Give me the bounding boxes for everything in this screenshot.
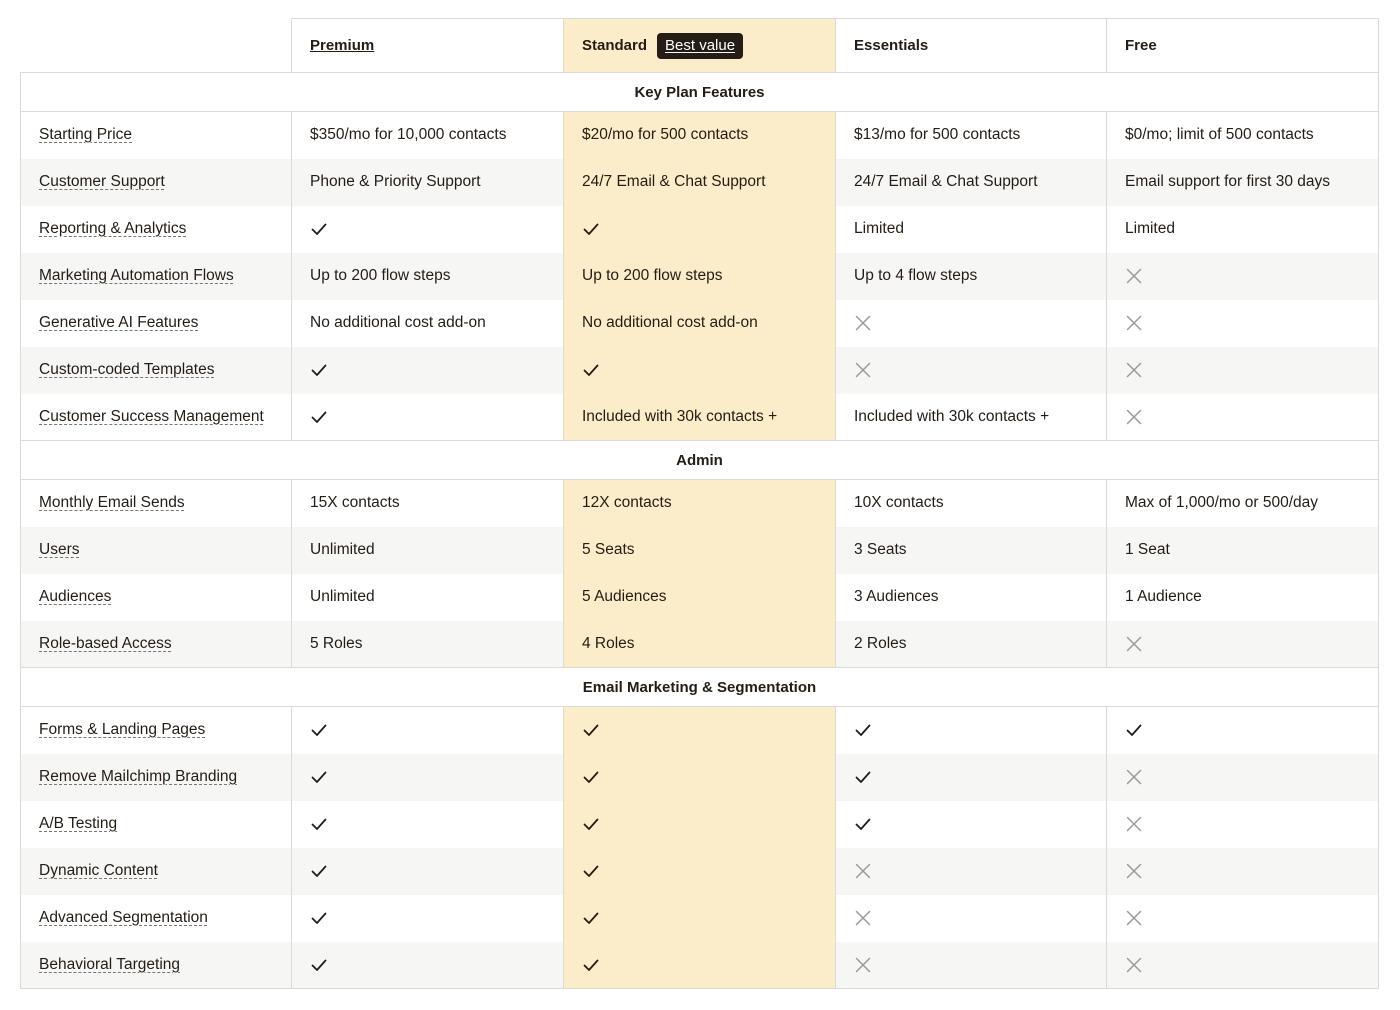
plan-value-text: Up to 200 flow steps bbox=[310, 267, 451, 284]
feature-cell bbox=[21, 394, 292, 441]
plan-value-text: No additional cost add-on bbox=[582, 314, 758, 331]
check-icon bbox=[582, 862, 600, 880]
check-icon bbox=[854, 815, 872, 833]
plan-value-cell bbox=[1107, 480, 1379, 527]
header-corner bbox=[21, 19, 292, 73]
feature-label-tooltip-trigger[interactable]: Generative AI Features bbox=[39, 314, 199, 331]
plan-value-cell bbox=[836, 394, 1107, 441]
plan-value-cell bbox=[564, 754, 836, 801]
cross-icon bbox=[1125, 314, 1143, 332]
plan-value-text: Unlimited bbox=[310, 588, 375, 605]
feature-label-tooltip-trigger[interactable]: Behavioral Targeting bbox=[39, 955, 181, 973]
feature-label-tooltip-trigger[interactable]: Customer Support bbox=[39, 173, 165, 190]
plan-value-text: $350/mo for 10,000 contacts bbox=[310, 126, 507, 144]
check-icon bbox=[582, 721, 600, 739]
cross-icon bbox=[854, 909, 872, 927]
plan-value-cell bbox=[1107, 754, 1379, 801]
feature-cell bbox=[21, 206, 292, 253]
feature-label-tooltip-trigger[interactable]: Audiences bbox=[39, 588, 112, 605]
plan-value-cell bbox=[564, 206, 836, 253]
check-icon bbox=[582, 361, 600, 379]
plan-value-text: Up to 200 flow steps bbox=[582, 267, 723, 284]
plan-value-cell bbox=[292, 801, 564, 848]
plan-value-text: Unlimited bbox=[310, 541, 375, 558]
feature-label-tooltip-trigger[interactable]: Role-based Access bbox=[39, 634, 172, 652]
cross-icon bbox=[854, 862, 872, 880]
plan-value-cell bbox=[564, 394, 836, 441]
feature-cell bbox=[21, 895, 292, 942]
plan-value-cell bbox=[292, 394, 564, 441]
plan-value-cell bbox=[564, 480, 836, 527]
feature-cell bbox=[21, 112, 292, 159]
feature-label-tooltip-trigger[interactable]: Monthly Email Sends bbox=[39, 494, 185, 512]
plan-value-cell bbox=[292, 206, 564, 253]
plan-value-text: Max of 1,000/mo or 500/day bbox=[1125, 494, 1319, 512]
feature-cell bbox=[21, 159, 292, 206]
plan-name[interactable]: Premium bbox=[310, 37, 375, 54]
plan-value-cell bbox=[1107, 848, 1379, 895]
plan-value-cell bbox=[564, 848, 836, 895]
cross-icon bbox=[1125, 768, 1143, 786]
plan-value-cell bbox=[564, 112, 836, 159]
plan-value-cell bbox=[836, 253, 1107, 300]
plan-value-text: $0/mo; limit of 500 contacts bbox=[1125, 126, 1314, 144]
cross-icon bbox=[1125, 267, 1143, 285]
feature-label-tooltip-trigger[interactable]: Marketing Automation Flows bbox=[39, 267, 234, 284]
plan-value-cell bbox=[292, 159, 564, 206]
check-icon bbox=[310, 956, 328, 974]
plan-value-cell bbox=[836, 527, 1107, 574]
plan-value-text: 5 Seats bbox=[582, 541, 635, 558]
plan-value-text: 3 Audiences bbox=[854, 588, 939, 605]
plan-value-cell bbox=[836, 300, 1107, 347]
plan-value-cell bbox=[292, 253, 564, 300]
feature-cell bbox=[21, 707, 292, 754]
feature-cell bbox=[21, 300, 292, 347]
plan-value-text: 3 Seats bbox=[854, 541, 907, 558]
feature-label-tooltip-trigger[interactable]: Customer Success Management bbox=[39, 407, 264, 425]
plan-name: Free bbox=[1125, 37, 1157, 54]
cross-icon bbox=[854, 956, 872, 974]
table-row bbox=[21, 574, 1379, 621]
section-title: Admin bbox=[21, 441, 1379, 480]
plan-name: Standard bbox=[582, 36, 648, 54]
plan-value-cell bbox=[1107, 300, 1379, 347]
plan-value-text: 24/7 Email & Chat Support bbox=[582, 173, 766, 190]
feature-label-tooltip-trigger[interactable]: Forms & Landing Pages bbox=[39, 721, 206, 739]
plan-value-text: 1 Audience bbox=[1125, 588, 1202, 605]
feature-label-tooltip-trigger[interactable]: Starting Price bbox=[39, 126, 133, 144]
table-row bbox=[21, 754, 1379, 801]
table-row bbox=[21, 942, 1379, 989]
plan-value-text: 1 Seat bbox=[1125, 541, 1170, 558]
plan-value-cell bbox=[292, 895, 564, 942]
plan-value-cell bbox=[836, 112, 1107, 159]
feature-label-tooltip-trigger[interactable]: Dynamic Content bbox=[39, 862, 158, 879]
cross-icon bbox=[1125, 635, 1143, 653]
plan-value-cell bbox=[836, 621, 1107, 668]
plan-value-cell bbox=[564, 300, 836, 347]
plan-value-text: 24/7 Email & Chat Support bbox=[854, 173, 1038, 190]
plan-value-cell bbox=[836, 159, 1107, 206]
plan-value-cell bbox=[1107, 621, 1379, 668]
check-icon bbox=[310, 909, 328, 927]
section-title: Key Plan Features bbox=[21, 73, 1379, 112]
feature-label-tooltip-trigger[interactable]: Custom-coded Templates bbox=[39, 361, 215, 378]
best-value-badge[interactable]: Best value bbox=[657, 33, 743, 59]
check-icon bbox=[310, 220, 328, 238]
feature-cell bbox=[21, 253, 292, 300]
feature-label-tooltip-trigger[interactable]: A/B Testing bbox=[39, 815, 118, 832]
cross-icon bbox=[1125, 862, 1143, 880]
table-row bbox=[21, 527, 1379, 574]
table-row bbox=[21, 801, 1379, 848]
plan-value-cell bbox=[564, 621, 836, 668]
feature-label-tooltip-trigger[interactable]: Remove Mailchimp Branding bbox=[39, 768, 238, 785]
plan-value-cell bbox=[1107, 253, 1379, 300]
table-row bbox=[21, 206, 1379, 253]
plan-value-cell bbox=[836, 895, 1107, 942]
plan-value-cell bbox=[1107, 942, 1379, 989]
plan-value-cell bbox=[292, 574, 564, 621]
check-icon bbox=[854, 768, 872, 786]
plan-value-cell bbox=[1107, 394, 1379, 441]
plan-value-cell bbox=[292, 112, 564, 159]
plan-value-cell bbox=[836, 347, 1107, 394]
check-icon bbox=[582, 909, 600, 927]
table-row bbox=[21, 707, 1379, 754]
plan-value-cell bbox=[292, 848, 564, 895]
feature-cell bbox=[21, 801, 292, 848]
plan-value-cell bbox=[1107, 707, 1379, 754]
plan-value-cell bbox=[564, 707, 836, 754]
section-header-row bbox=[21, 73, 1379, 112]
plan-value-cell bbox=[292, 527, 564, 574]
section-header-row bbox=[21, 668, 1379, 707]
plan-value-cell bbox=[564, 574, 836, 621]
plan-value-cell bbox=[564, 159, 836, 206]
plan-name: Essentials bbox=[854, 37, 929, 54]
plan-value-cell bbox=[1107, 574, 1379, 621]
plan-value-cell bbox=[292, 942, 564, 989]
plan-header-premium[interactable] bbox=[292, 19, 564, 73]
plan-value-cell bbox=[1107, 895, 1379, 942]
plan-value-text: Email support for first 30 days bbox=[1125, 173, 1331, 190]
plan-value-cell bbox=[836, 480, 1107, 527]
feature-cell bbox=[21, 480, 292, 527]
table-row bbox=[21, 848, 1379, 895]
feature-cell bbox=[21, 942, 292, 989]
check-icon bbox=[1125, 721, 1143, 739]
cross-icon bbox=[1125, 361, 1143, 379]
feature-label-tooltip-trigger[interactable]: Reporting & Analytics bbox=[39, 220, 187, 237]
plan-value-text: 10X contacts bbox=[854, 494, 944, 512]
plan-value-cell bbox=[564, 347, 836, 394]
plan-comparison-table bbox=[20, 18, 1379, 989]
check-icon bbox=[582, 768, 600, 786]
plan-value-text: Included with 30k contacts + bbox=[854, 407, 1050, 425]
check-icon bbox=[582, 815, 600, 833]
plan-value-text: 15X contacts bbox=[310, 494, 400, 512]
check-icon bbox=[310, 361, 328, 379]
plan-value-cell bbox=[836, 848, 1107, 895]
table-row bbox=[21, 253, 1379, 300]
cross-icon bbox=[1125, 956, 1143, 974]
plan-value-cell bbox=[1107, 801, 1379, 848]
check-icon bbox=[310, 768, 328, 786]
plan-value-cell bbox=[836, 942, 1107, 989]
plan-value-text: 2 Roles bbox=[854, 634, 907, 652]
plan-header-essentials bbox=[836, 19, 1107, 73]
table-row bbox=[21, 394, 1379, 441]
check-icon bbox=[582, 956, 600, 974]
plan-value-text: $13/mo for 500 contacts bbox=[854, 126, 1021, 144]
feature-cell bbox=[21, 754, 292, 801]
table-row bbox=[21, 621, 1379, 668]
feature-cell bbox=[21, 621, 292, 668]
plan-value-cell bbox=[292, 300, 564, 347]
plan-value-text: 5 Roles bbox=[310, 634, 363, 652]
plan-value-text: 4 Roles bbox=[582, 634, 635, 652]
check-icon bbox=[310, 408, 328, 426]
plan-value-text: No additional cost add-on bbox=[310, 314, 486, 331]
feature-label-tooltip-trigger[interactable]: Advanced Segmentation bbox=[39, 909, 208, 926]
feature-cell bbox=[21, 347, 292, 394]
plan-value-cell bbox=[836, 801, 1107, 848]
plan-value-text: Up to 4 flow steps bbox=[854, 267, 978, 284]
check-icon bbox=[310, 815, 328, 833]
feature-cell bbox=[21, 527, 292, 574]
plan-value-text: 5 Audiences bbox=[582, 588, 667, 605]
plan-header-row bbox=[21, 19, 1379, 73]
feature-label-tooltip-trigger[interactable]: Users bbox=[39, 541, 80, 558]
plan-value-cell bbox=[1107, 206, 1379, 253]
plan-value-text: Limited bbox=[854, 220, 904, 237]
plan-value-cell bbox=[1107, 527, 1379, 574]
plan-value-cell bbox=[292, 480, 564, 527]
plan-value-text: Included with 30k contacts + bbox=[582, 407, 778, 425]
check-icon bbox=[310, 721, 328, 739]
plan-value-text: $20/mo for 500 contacts bbox=[582, 126, 749, 144]
table-row bbox=[21, 480, 1379, 527]
table-row bbox=[21, 300, 1379, 347]
table-row bbox=[21, 895, 1379, 942]
cross-icon bbox=[1125, 909, 1143, 927]
check-icon bbox=[854, 721, 872, 739]
table-row bbox=[21, 159, 1379, 206]
table-row bbox=[21, 347, 1379, 394]
section-header-row bbox=[21, 441, 1379, 480]
check-icon bbox=[310, 862, 328, 880]
cross-icon bbox=[1125, 815, 1143, 833]
plan-value-cell bbox=[564, 942, 836, 989]
plan-value-cell bbox=[1107, 112, 1379, 159]
table-row bbox=[21, 112, 1379, 159]
cross-icon bbox=[854, 361, 872, 379]
plan-value-cell bbox=[564, 801, 836, 848]
plan-value-cell bbox=[564, 895, 836, 942]
section-title: Email Marketing & Segmentation bbox=[21, 668, 1379, 707]
plan-value-cell bbox=[564, 527, 836, 574]
plan-value-cell bbox=[836, 707, 1107, 754]
plan-value-cell bbox=[292, 754, 564, 801]
plan-header-free bbox=[1107, 19, 1379, 73]
plan-value-cell bbox=[292, 347, 564, 394]
plan-value-cell bbox=[836, 754, 1107, 801]
plan-value-text: Phone & Priority Support bbox=[310, 173, 481, 190]
feature-cell bbox=[21, 848, 292, 895]
plan-value-cell bbox=[292, 707, 564, 754]
plan-header-standard bbox=[564, 19, 836, 73]
plan-value-text: 12X contacts bbox=[582, 494, 672, 512]
plan-value-cell bbox=[292, 621, 564, 668]
plan-value-cell bbox=[1107, 159, 1379, 206]
plan-value-cell bbox=[564, 253, 836, 300]
cross-icon bbox=[854, 314, 872, 332]
cross-icon bbox=[1125, 408, 1143, 426]
plan-value-cell bbox=[836, 574, 1107, 621]
check-icon bbox=[582, 220, 600, 238]
feature-cell bbox=[21, 574, 292, 621]
plan-value-text: Limited bbox=[1125, 220, 1175, 237]
plan-value-cell bbox=[836, 206, 1107, 253]
plan-value-cell bbox=[1107, 347, 1379, 394]
